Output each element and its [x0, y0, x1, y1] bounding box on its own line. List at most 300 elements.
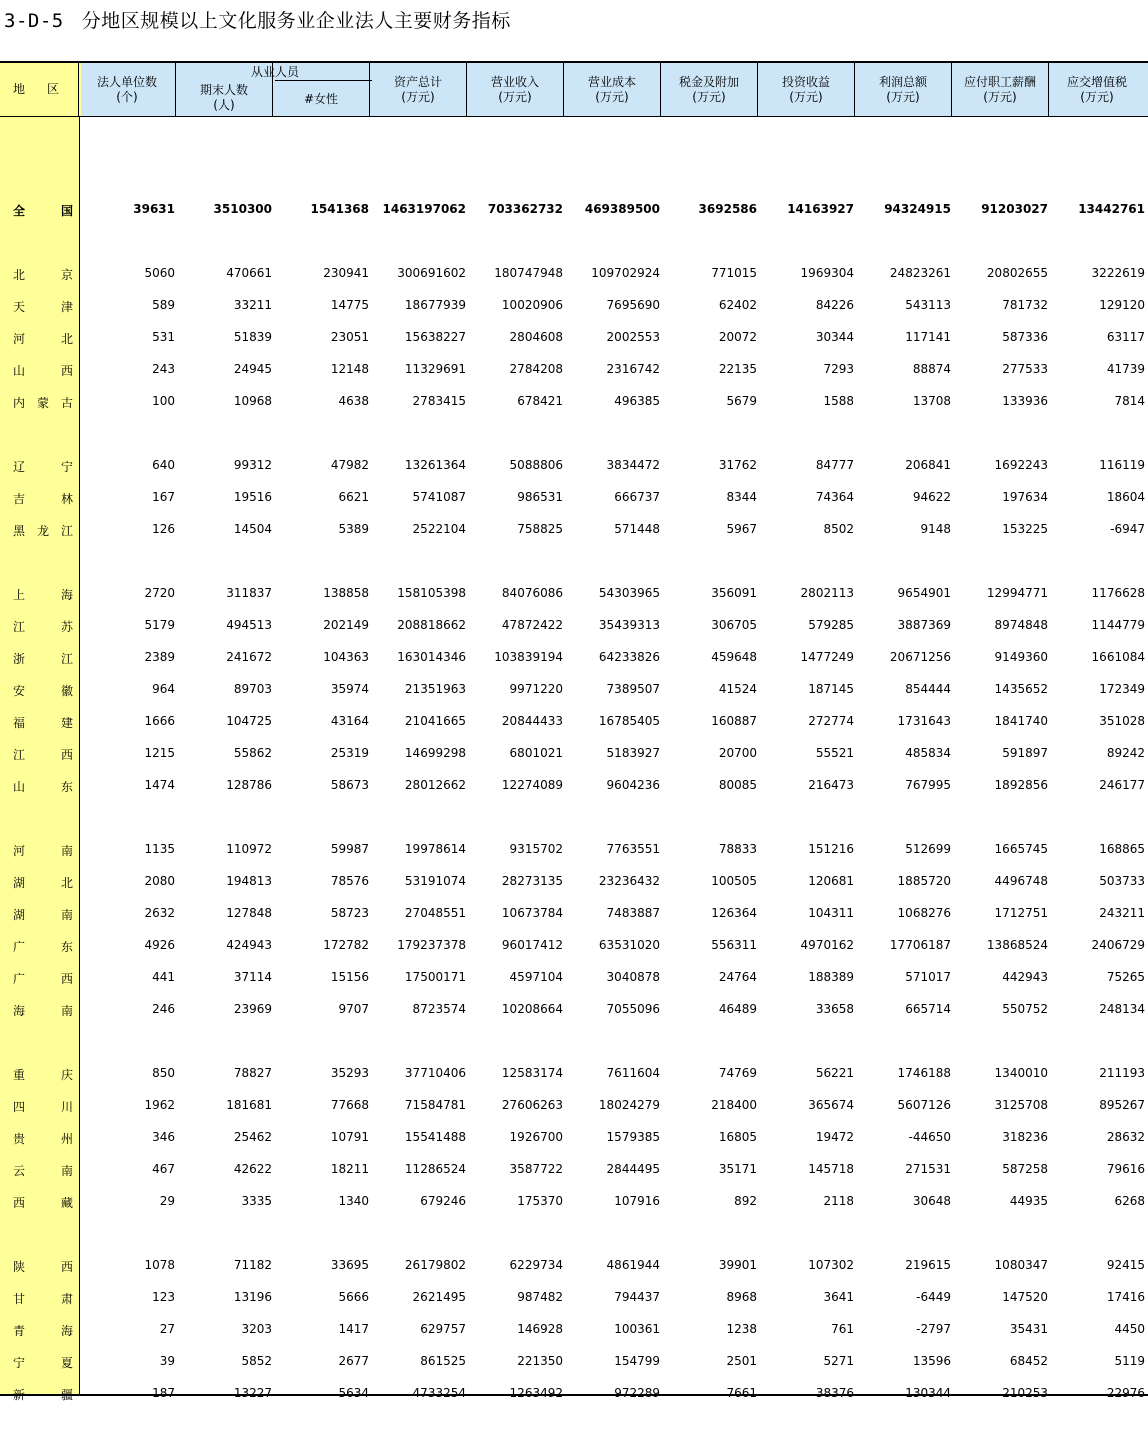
cell-value: 895267	[1099, 1098, 1145, 1112]
cell-value: 181681	[226, 1098, 272, 1112]
cell-value: 221350	[517, 1354, 563, 1368]
cell-value: 38376	[815, 1386, 854, 1400]
cell-value: 4970162	[800, 938, 854, 952]
cell-value: 47982	[330, 458, 369, 472]
cell-value: 35431	[1009, 1322, 1048, 1336]
cell-value: 107916	[614, 1194, 660, 1208]
cell-value: 153225	[1002, 522, 1048, 536]
cell-value: 14699298	[404, 746, 466, 760]
cell-value: 96017412	[501, 938, 563, 952]
table-row	[0, 488, 1148, 508]
page-title	[4, 6, 511, 33]
region-name: 黑 龙 江	[13, 524, 73, 538]
cell-value: 84777	[815, 458, 854, 472]
cell-value: 1080347	[994, 1258, 1048, 1272]
header-col-5: 营业收入 (万元)	[466, 63, 563, 116]
cell-value: 4597104	[509, 970, 563, 984]
cell-value: 33211	[233, 298, 272, 312]
cell-value: 4926	[144, 938, 175, 952]
cell-value: 75265	[1106, 970, 1145, 984]
cell-value: 8974848	[994, 618, 1048, 632]
cell-value: 1665745	[994, 842, 1048, 856]
cell-value: 146928	[517, 1322, 563, 1336]
cell-value: 17500171	[404, 970, 466, 984]
cell-value: 3203	[241, 1322, 272, 1336]
cell-value: 5088806	[509, 458, 563, 472]
cell-value: 25319	[330, 746, 369, 760]
cell-value: 5679	[726, 394, 757, 408]
cell-value: 39	[159, 1354, 175, 1368]
cell-value: 243211	[1099, 906, 1145, 920]
region-name: 新 疆	[13, 1388, 73, 1402]
cell-value: 3335	[241, 1194, 272, 1208]
table-row	[0, 776, 1148, 796]
cell-value: 84076086	[501, 586, 563, 600]
cell-value: 9315702	[509, 842, 563, 856]
region-name: 河 南	[13, 844, 73, 858]
cell-value: 35439313	[598, 618, 660, 632]
cell-value: 187145	[808, 682, 854, 696]
cell-value: 3125708	[994, 1098, 1048, 1112]
cell-value: 20700	[718, 746, 757, 760]
cell-value: 679246	[420, 1194, 466, 1208]
cell-value: 1926700	[509, 1130, 563, 1144]
cell-value: 1477249	[800, 650, 854, 664]
cell-value: 346	[152, 1130, 175, 1144]
cell-value: 5179	[144, 618, 175, 632]
cell-value: 442943	[1002, 970, 1048, 984]
table-row	[0, 1128, 1148, 1148]
cell-value: 1969304	[800, 266, 854, 280]
cell-value: 100	[152, 394, 175, 408]
cell-value: 964	[152, 682, 175, 696]
cell-value: 1215	[144, 746, 175, 760]
region-name: 福 建	[13, 716, 73, 730]
cell-value: 188389	[808, 970, 854, 984]
cell-value: 12148	[330, 362, 369, 376]
cell-value: 3222619	[1091, 266, 1145, 280]
table-row	[0, 1000, 1148, 1020]
cell-value: 127848	[226, 906, 272, 920]
cell-value: 666737	[614, 490, 660, 504]
region-name: 天 津	[13, 300, 73, 314]
cell-value: 571017	[905, 970, 951, 984]
region-name: 吉 林	[13, 492, 73, 506]
cell-value: 58673	[330, 778, 369, 792]
cell-value: 138858	[323, 586, 369, 600]
cell-value: 210253	[1002, 1386, 1048, 1400]
cell-value: 311837	[226, 586, 272, 600]
cell-value: 26179802	[404, 1258, 466, 1272]
cell-value: 2118	[823, 1194, 854, 1208]
cell-value: 53191074	[404, 874, 466, 888]
cell-value: 854444	[905, 682, 951, 696]
cell-value: 1463197062	[382, 202, 466, 216]
cell-value: 16805	[718, 1130, 757, 1144]
cell-value: 9707	[338, 1002, 369, 1016]
region-name: 内 蒙 古	[13, 396, 73, 410]
header-col-6: 营业成本 (万元)	[563, 63, 660, 116]
region-name: 全 国	[13, 204, 73, 218]
cell-value: 79616	[1106, 1162, 1145, 1176]
cell-value: 6229734	[509, 1258, 563, 1272]
cell-value: 1885720	[897, 874, 951, 888]
cell-value: 77668	[330, 1098, 369, 1112]
cell-value: 1841740	[994, 714, 1048, 728]
region-name: 西 藏	[13, 1196, 73, 1210]
cell-value: 44935	[1009, 1194, 1048, 1208]
cell-value: 2804608	[509, 330, 563, 344]
region-name: 北 京	[13, 268, 73, 282]
header-group-line	[275, 80, 372, 81]
cell-value: 13596	[912, 1354, 951, 1368]
cell-value: 9604236	[606, 778, 660, 792]
table-title: 分地区规模以上文化服务业企业法人主要财务指标	[81, 10, 511, 32]
cell-value: 123	[152, 1290, 175, 1304]
cell-value: 216473	[808, 778, 854, 792]
cell-value: 5634	[338, 1386, 369, 1400]
table-row	[0, 456, 1148, 476]
cell-value: 35293	[330, 1066, 369, 1080]
cell-value: 2844495	[606, 1162, 660, 1176]
cell-value: 591897	[1002, 746, 1048, 760]
table-row	[0, 1320, 1148, 1340]
cell-value: 1135	[144, 842, 175, 856]
cell-value: 8968	[726, 1290, 757, 1304]
table-row	[0, 744, 1148, 764]
cell-value: 17416	[1106, 1290, 1145, 1304]
cell-value: 5389	[338, 522, 369, 536]
cell-value: 2802113	[800, 586, 854, 600]
cell-value: 246	[152, 1002, 175, 1016]
cell-value: 7661	[726, 1386, 757, 1400]
cell-value: 104363	[323, 650, 369, 664]
cell-value: 94622	[912, 490, 951, 504]
cell-value: 2522104	[412, 522, 466, 536]
cell-value: 13227	[233, 1386, 272, 1400]
cell-value: 3692586	[698, 202, 757, 216]
table-row	[0, 200, 1148, 220]
cell-value: 71584781	[404, 1098, 466, 1112]
cell-value: 126364	[711, 906, 757, 920]
cell-value: 208818662	[397, 618, 466, 632]
cell-value: 9149360	[994, 650, 1048, 664]
cell-value: 30648	[912, 1194, 951, 1208]
cell-value: 24764	[718, 970, 757, 984]
cell-value: 1692243	[994, 458, 1048, 472]
cell-value: 5183927	[606, 746, 660, 760]
cell-value: 15541488	[404, 1130, 466, 1144]
cell-value: 1712751	[994, 906, 1048, 920]
table-row	[0, 616, 1148, 636]
cell-value: 1666	[144, 714, 175, 728]
table-row	[0, 520, 1148, 540]
header-col-10: 应付职工薪酬 (万元)	[951, 63, 1048, 116]
cell-value: 30344	[815, 330, 854, 344]
cell-value: 194813	[226, 874, 272, 888]
cell-value: 21351963	[404, 682, 466, 696]
cell-value: 10208664	[501, 1002, 563, 1016]
cell-value: 758825	[517, 522, 563, 536]
cell-value: 18024279	[598, 1098, 660, 1112]
cell-value: 80085	[718, 778, 757, 792]
cell-value: 29	[159, 1194, 175, 1208]
cell-value: 54303965	[598, 586, 660, 600]
cell-value: 37114	[233, 970, 272, 984]
region-name: 江 苏	[13, 620, 73, 634]
cell-value: 4733254	[412, 1386, 466, 1400]
cell-value: 5119	[1114, 1354, 1145, 1368]
cell-value: 2501	[726, 1354, 757, 1368]
cell-value: 356091	[711, 586, 757, 600]
table-row	[0, 648, 1148, 668]
cell-value: 27	[159, 1322, 175, 1336]
header-col-9: 利润总额 (万元)	[854, 63, 951, 116]
cell-value: 31762	[718, 458, 757, 472]
cell-value: 28012662	[404, 778, 466, 792]
table-row	[0, 1288, 1148, 1308]
cell-value: 861525	[420, 1354, 466, 1368]
cell-value: 2080	[144, 874, 175, 888]
cell-value: 25462	[233, 1130, 272, 1144]
cell-value: 2389	[144, 650, 175, 664]
cell-value: 13868524	[986, 938, 1048, 952]
cell-value: 7695690	[606, 298, 660, 312]
cell-value: 5607126	[897, 1098, 951, 1112]
table-row	[0, 1384, 1148, 1404]
cell-value: 99312	[233, 458, 272, 472]
cell-value: 27606263	[501, 1098, 563, 1112]
cell-value: 202149	[323, 618, 369, 632]
cell-value: 197634	[1002, 490, 1048, 504]
cell-value: 972289	[614, 1386, 660, 1400]
cell-value: 246177	[1099, 778, 1145, 792]
cell-value: 531	[152, 330, 175, 344]
region-name: 云 南	[13, 1164, 73, 1178]
cell-value: 15156	[330, 970, 369, 984]
cell-value: 100505	[711, 874, 757, 888]
cell-value: 4638	[338, 394, 369, 408]
cell-value: 47872422	[501, 618, 563, 632]
cell-value: 74769	[718, 1066, 757, 1080]
cell-value: 151216	[808, 842, 854, 856]
cell-value: 64233826	[598, 650, 660, 664]
cell-value: 11329691	[404, 362, 466, 376]
cell-value: 850	[152, 1066, 175, 1080]
cell-value: 11286524	[404, 1162, 466, 1176]
table-row	[0, 1192, 1148, 1212]
region-name: 安 徽	[13, 684, 73, 698]
cell-value: 2784208	[509, 362, 563, 376]
table-row	[0, 904, 1148, 924]
cell-value: 781732	[1002, 298, 1048, 312]
cell-value: 1892856	[994, 778, 1048, 792]
cell-value: 512699	[905, 842, 951, 856]
cell-value: 9971220	[509, 682, 563, 696]
cell-value: 15638227	[404, 330, 466, 344]
cell-value: -2797	[916, 1322, 951, 1336]
cell-value: 10791	[330, 1130, 369, 1144]
cell-value: 3834472	[606, 458, 660, 472]
cell-value: 9148	[920, 522, 951, 536]
cell-value: 18677939	[404, 298, 466, 312]
cell-value: 71182	[233, 1258, 272, 1272]
cell-value: 587336	[1002, 330, 1048, 344]
cell-value: 28273135	[501, 874, 563, 888]
region-name: 青 海	[13, 1324, 73, 1338]
cell-value: 35974	[330, 682, 369, 696]
region-name: 广 东	[13, 940, 73, 954]
table-row	[0, 712, 1148, 732]
table-row	[0, 872, 1148, 892]
cell-value: 158105398	[397, 586, 466, 600]
cell-value: 89242	[1106, 746, 1145, 760]
cell-value: 8344	[726, 490, 757, 504]
cell-value: 63531020	[598, 938, 660, 952]
header-col-11: 应交增值税 (万元)	[1048, 63, 1145, 116]
cell-value: 470661	[226, 266, 272, 280]
cell-value: 8502	[823, 522, 854, 536]
cell-value: 1588	[823, 394, 854, 408]
cell-value: 41524	[718, 682, 757, 696]
region-name: 四 川	[13, 1100, 73, 1114]
cell-value: 20671256	[889, 650, 951, 664]
cell-value: 767995	[905, 778, 951, 792]
table-row	[0, 392, 1148, 412]
cell-value: 22976	[1106, 1386, 1145, 1400]
cell-value: 16785405	[598, 714, 660, 728]
cell-value: 55862	[233, 746, 272, 760]
cell-value: 2720	[144, 586, 175, 600]
cell-value: 218400	[711, 1098, 757, 1112]
header-col-3: #女性	[272, 63, 369, 116]
table-row	[0, 1352, 1148, 1372]
cell-value: 211193	[1099, 1066, 1145, 1080]
cell-value: 103839194	[494, 650, 563, 664]
cell-value: 10673784	[501, 906, 563, 920]
cell-value: 5852	[241, 1354, 272, 1368]
cell-value: 248134	[1099, 1002, 1145, 1016]
cell-value: 14775	[330, 298, 369, 312]
cell-value: 35171	[718, 1162, 757, 1176]
cell-value: 271531	[905, 1162, 951, 1176]
cell-value: 424943	[226, 938, 272, 952]
cell-value: 62402	[718, 298, 757, 312]
header-region: 地 区	[0, 63, 81, 116]
table-row	[0, 584, 1148, 604]
cell-value: 1746188	[897, 1066, 951, 1080]
cell-value: 678421	[517, 394, 563, 408]
cell-value: 24945	[233, 362, 272, 376]
cell-value: 104725	[226, 714, 272, 728]
region-name: 广 西	[13, 972, 73, 986]
region-name: 贵 州	[13, 1132, 73, 1146]
cell-value: 7483887	[606, 906, 660, 920]
cell-value: 7611604	[606, 1066, 660, 1080]
cell-value: 629757	[420, 1322, 466, 1336]
cell-value: 467	[152, 1162, 175, 1176]
cell-value: 206841	[905, 458, 951, 472]
cell-value: 571448	[614, 522, 660, 536]
cell-value: 13708	[912, 394, 951, 408]
cell-value: 43164	[330, 714, 369, 728]
cell-value: 1068276	[897, 906, 951, 920]
cell-value: 665714	[905, 1002, 951, 1016]
cell-value: 1661084	[1091, 650, 1145, 664]
cell-value: 128786	[226, 778, 272, 792]
header-col-1: 法人单位数 (个)	[78, 63, 175, 116]
cell-value: 63117	[1106, 330, 1145, 344]
cell-value: 88874	[912, 362, 951, 376]
cell-value: 5741087	[412, 490, 466, 504]
cell-value: 1579385	[606, 1130, 660, 1144]
region-name: 海 南	[13, 1004, 73, 1018]
cell-value: 39631	[133, 202, 175, 216]
cell-value: 771015	[711, 266, 757, 280]
cell-value: 28632	[1106, 1130, 1145, 1144]
cell-value: 23236432	[598, 874, 660, 888]
cell-value: 441	[152, 970, 175, 984]
cell-value: 469389500	[584, 202, 660, 216]
cell-value: 12994771	[986, 586, 1048, 600]
cell-value: 12274089	[501, 778, 563, 792]
cell-value: 306705	[711, 618, 757, 632]
cell-value: 277533	[1002, 362, 1048, 376]
cell-value: 9654901	[897, 586, 951, 600]
cell-value: 6621	[338, 490, 369, 504]
cell-value: 1176628	[1091, 586, 1145, 600]
cell-value: 94324915	[884, 202, 951, 216]
table-header	[0, 61, 1148, 117]
cell-value: 794437	[614, 1290, 660, 1304]
cell-value: 59987	[330, 842, 369, 856]
table-row	[0, 968, 1148, 988]
cell-value: 175370	[517, 1194, 563, 1208]
region-name: 宁 夏	[13, 1356, 73, 1370]
cell-value: 180747948	[494, 266, 563, 280]
cell-value: 18211	[330, 1162, 369, 1176]
cell-value: 19978614	[404, 842, 466, 856]
cell-value: 1263492	[509, 1386, 563, 1400]
cell-value: 1340010	[994, 1066, 1048, 1080]
cell-value: 272774	[808, 714, 854, 728]
cell-value: 91203027	[981, 202, 1048, 216]
cell-value: 2316742	[606, 362, 660, 376]
cell-value: 133936	[1002, 394, 1048, 408]
cell-value: 6801021	[509, 746, 563, 760]
cell-value: 100361	[614, 1322, 660, 1336]
cell-value: 987482	[517, 1290, 563, 1304]
cell-value: 7763551	[606, 842, 660, 856]
cell-value: 503733	[1099, 874, 1145, 888]
cell-value: 78827	[233, 1066, 272, 1080]
table-row	[0, 936, 1148, 956]
cell-value: 494513	[226, 618, 272, 632]
data-table	[0, 61, 1148, 1402]
cell-value: 41739	[1106, 362, 1145, 376]
cell-value: 167	[152, 490, 175, 504]
cell-value: 46489	[718, 1002, 757, 1016]
header-col-4: 资产总计 (万元)	[369, 63, 466, 116]
cell-value: 17706187	[889, 938, 951, 952]
cell-value: 1340	[338, 1194, 369, 1208]
cell-value: 986531	[517, 490, 563, 504]
cell-value: 33658	[815, 1002, 854, 1016]
cell-value: 89703	[233, 682, 272, 696]
cell-value: 68452	[1009, 1354, 1048, 1368]
cell-value: 1731643	[897, 714, 951, 728]
cell-value: 892	[734, 1194, 757, 1208]
